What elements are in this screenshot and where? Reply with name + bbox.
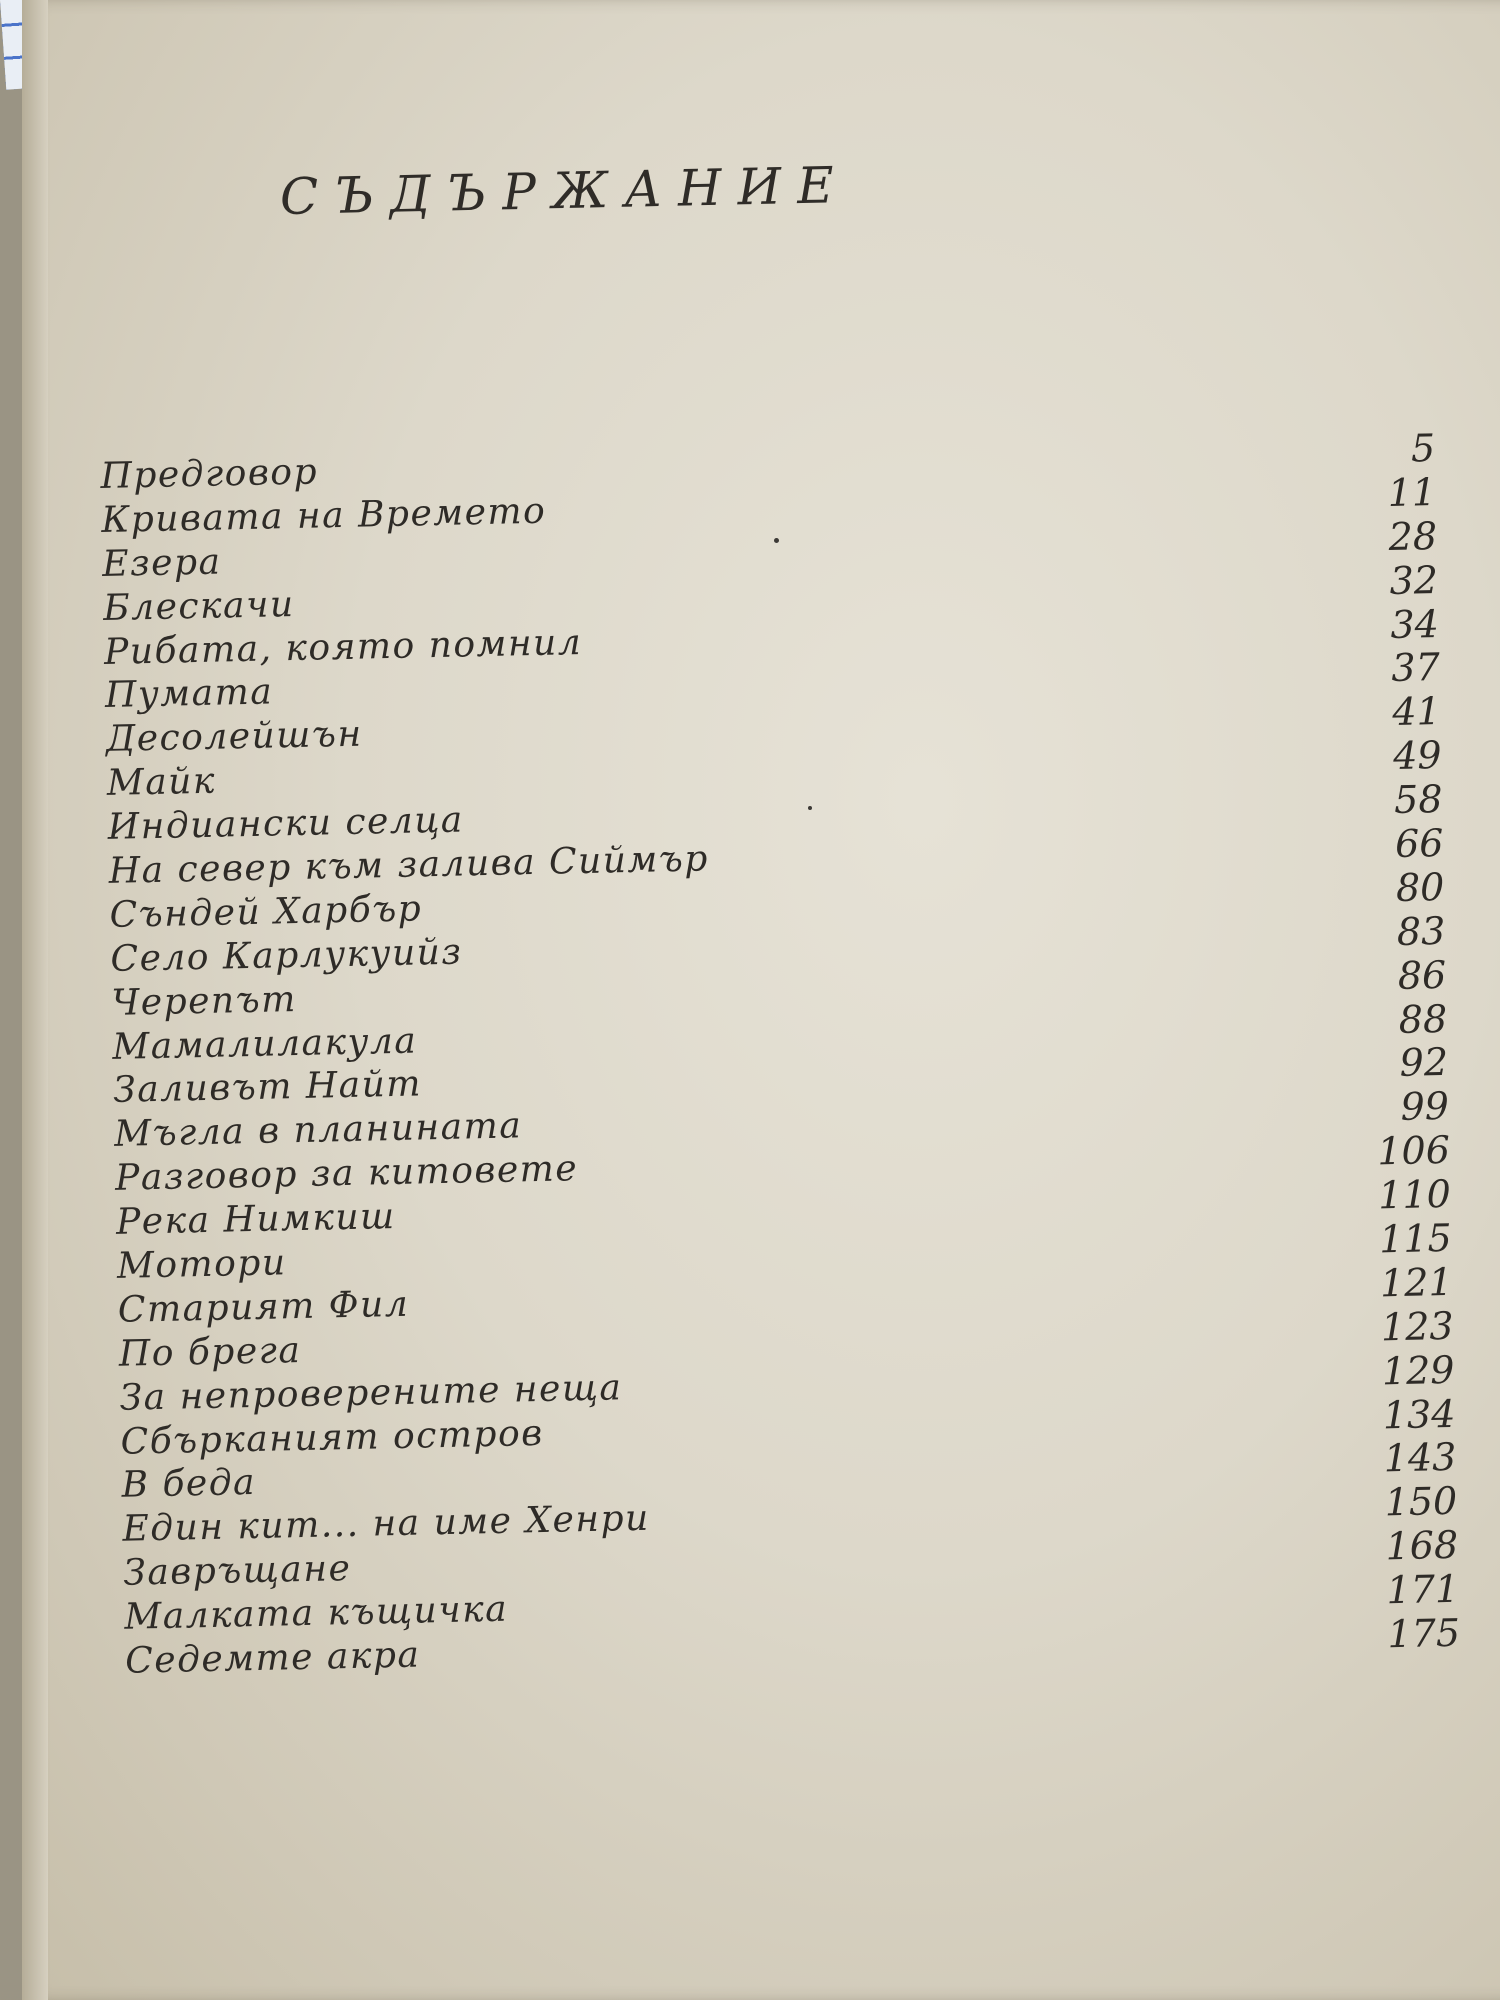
toc-entry-title: Разговор за китовете — [114, 1148, 579, 1200]
toc-entry-page: 110 — [1377, 1172, 1452, 1218]
toc-entry-page: 150 — [1384, 1479, 1458, 1525]
toc-entry-title: Старият Фил — [117, 1283, 410, 1331]
toc-entry-title: Мъгла в планината — [113, 1105, 523, 1156]
table-of-contents — [100, 427, 1460, 1684]
toc-entry-title: Един кит... на име Хенри — [122, 1498, 651, 1551]
toc-entry-title: Седемте акра — [124, 1634, 421, 1682]
toc-entry-page: 58 — [1393, 777, 1443, 823]
toc-entry-title: В беда — [121, 1462, 257, 1507]
toc-entry-page: 92 — [1399, 1040, 1449, 1086]
toc-entry-title: Десолейшън — [105, 713, 363, 761]
toc-entry-title: Пумата — [104, 671, 274, 717]
toc-entry-page: 66 — [1394, 820, 1444, 866]
toc-entry-page: 171 — [1386, 1566, 1460, 1613]
contents-heading: СЪДЪРЖАНИЕ — [279, 156, 851, 226]
toc-entry-page: 80 — [1395, 864, 1445, 910]
toc-entry-page: 32 — [1389, 557, 1439, 603]
toc-entry-page: 143 — [1383, 1435, 1457, 1481]
toc-entry-page: 99 — [1400, 1084, 1450, 1130]
toc-entry-page: 121 — [1379, 1259, 1454, 1306]
toc-entry-page: 41 — [1391, 689, 1442, 735]
toc-entry-title: Езера — [101, 541, 222, 585]
toc-entry-page: 88 — [1398, 996, 1448, 1042]
toc-entry-page: 28 — [1388, 513, 1438, 559]
toc-entry-title: На север към залива Сиймър — [108, 838, 710, 892]
toc-entry-page: 115 — [1378, 1215, 1453, 1262]
toc-entry-page: 86 — [1397, 952, 1447, 998]
toc-entry-page: 49 — [1392, 733, 1443, 779]
toc-entry-page: 175 — [1386, 1610, 1461, 1657]
toc-entry-title: Малката къщичка — [123, 1588, 509, 1638]
toc-entry-page: 37 — [1390, 645, 1441, 691]
toc-entry-page: 134 — [1382, 1391, 1456, 1437]
toc-entry-title: Кривата на Времето — [100, 490, 547, 541]
toc-entry-title: Мотори — [116, 1242, 287, 1287]
toc-entry-title: Блескачи — [102, 583, 295, 629]
toc-entry-title: Село Карлукуийз — [110, 931, 463, 980]
toc-entry-title: Мамалилакула — [111, 1020, 418, 1068]
page-spine-edge — [22, 0, 48, 2000]
toc-entry-title: Съндей Харбър — [109, 888, 423, 936]
toc-entry-page: 123 — [1380, 1303, 1454, 1350]
toc-entry-page: 83 — [1396, 908, 1446, 954]
toc-entry-title: По брега — [118, 1329, 302, 1375]
toc-entry-title: Рибата, която помнил — [103, 621, 583, 673]
toc-entry-page: 168 — [1385, 1523, 1459, 1569]
toc-entry-page: 129 — [1381, 1347, 1455, 1394]
toc-entry-title: Сбърканият остров — [120, 1412, 544, 1463]
toc-entry-title: За непроверените неща — [119, 1366, 623, 1419]
toc-entry-page: 11 — [1387, 469, 1437, 515]
toc-entry-page: 106 — [1376, 1128, 1451, 1174]
toc-entry-title: Заливът Найт — [112, 1063, 423, 1112]
toc-entry-page: 34 — [1390, 601, 1440, 647]
toc-entry-title: Черепът — [111, 978, 298, 1024]
toc-entry-title: Предговор — [100, 451, 319, 497]
toc-entry-title: Река Нимкиш — [115, 1196, 397, 1243]
toc-entry-title: Индиански селца — [107, 799, 465, 849]
toc-entry-title: Завръщане — [123, 1548, 352, 1595]
toc-entry-title: Майк — [106, 760, 217, 805]
book-page — [22, 0, 1500, 2000]
toc-entry-page: 5 — [1410, 426, 1436, 471]
